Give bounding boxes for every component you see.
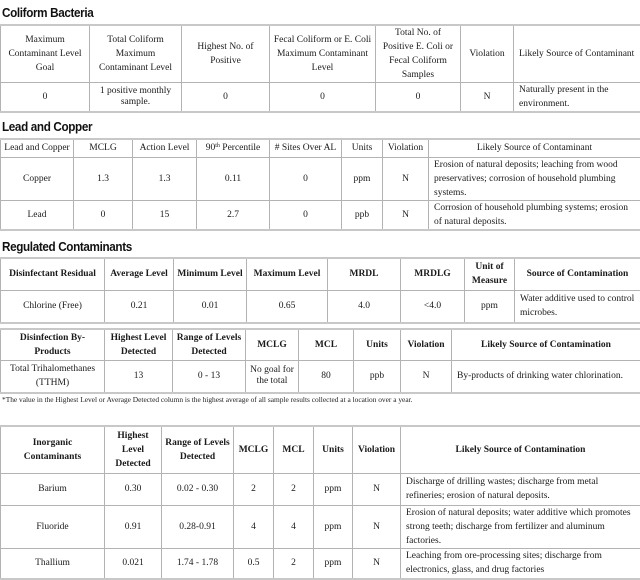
- table-cell: 4: [234, 505, 274, 548]
- table-cell: 0.21: [105, 290, 174, 323]
- table-row: [1, 290, 640, 323]
- table-cell: Erosion of natural deposits; leaching from wood preservatives; corrosion of household plumbing systems.: [429, 157, 640, 200]
- table-cell: Discharge of drilling wastes; discharge from metal refineries; erosion of natural deposits.: [401, 473, 640, 505]
- column-header: Total Coliform Maximum Contaminant Level: [90, 25, 182, 83]
- column-header: Disinfectant Residual: [1, 258, 105, 290]
- lead-copper-table: [0, 138, 640, 231]
- table-cell: Naturally present in the environment.: [514, 83, 640, 113]
- table-cell: N: [353, 505, 401, 548]
- table-cell: Thallium: [1, 548, 105, 579]
- column-header: Total No. of Positive E. Coli or Fecal Coliform Samples: [376, 25, 461, 83]
- table-cell: 1 positive monthly sample.: [90, 83, 182, 113]
- column-header: Units: [314, 426, 353, 473]
- column-header: MCL: [274, 426, 314, 473]
- column-header: Units: [354, 329, 401, 360]
- table-cell: 0.11: [197, 157, 270, 200]
- column-header: Violation: [461, 25, 514, 83]
- table-header-row: [1, 426, 640, 473]
- column-header: Likely Source of Contaminant: [514, 25, 640, 83]
- table-cell: 1.3: [74, 157, 133, 200]
- column-header: Disinfection By-Products: [1, 329, 105, 360]
- table-cell: ppb: [354, 360, 401, 393]
- table-cell: 0 - 13: [173, 360, 246, 393]
- column-header: Units: [342, 139, 383, 157]
- table-cell: Total Trihalomethanes (TTHM): [1, 360, 105, 393]
- table-cell: 0: [74, 200, 133, 230]
- byproducts-table: [0, 328, 640, 394]
- section-title-coliform: Coliform Bacteria: [2, 5, 93, 20]
- table-cell: 0.021: [105, 548, 162, 579]
- column-header: Highest Level Detected: [105, 329, 173, 360]
- table-cell: 4.0: [328, 290, 401, 323]
- table-cell: 1.74 - 1.78: [162, 548, 234, 579]
- table-cell: No goal for the total: [246, 360, 299, 393]
- table-cell: 0.5: [234, 548, 274, 579]
- table-cell: 0.30: [105, 473, 162, 505]
- header-text: Percentile: [220, 143, 260, 153]
- table-cell: N: [383, 157, 429, 200]
- header-text: 90: [206, 143, 216, 153]
- table-cell: 13: [105, 360, 173, 393]
- table-row: [1, 83, 640, 113]
- table-cell: By-products of drinking water chlorination.: [452, 360, 640, 393]
- column-header: Source of Contamination: [515, 258, 640, 290]
- table-cell: Fluoride: [1, 505, 105, 548]
- header-superscript: th: [215, 143, 220, 149]
- table-cell: N: [353, 473, 401, 505]
- column-header: Likely Source of Contaminant: [429, 139, 640, 157]
- table-cell: 80: [299, 360, 354, 393]
- column-header: Inorganic Contaminants: [1, 426, 105, 473]
- column-header: Likely Source of Contamination: [452, 329, 640, 360]
- table-cell: Corrosion of household plumbing systems; erosion of natural deposits.: [429, 200, 640, 230]
- table-cell: ppm: [314, 473, 353, 505]
- table-cell: ppb: [342, 200, 383, 230]
- table-header-row: [1, 258, 640, 290]
- table-cell: Leaching from ore-processing sites; discharge from electronics, glass, and drug factories: [401, 548, 640, 579]
- column-header: Range of Levels Detected: [162, 426, 234, 473]
- table-row: [1, 157, 640, 200]
- table-row: [1, 200, 640, 230]
- table-header-row: [1, 329, 640, 360]
- table-cell: N: [401, 360, 452, 393]
- table-cell: 0: [270, 157, 342, 200]
- column-header: Fecal Coliform or E. Coli Maximum Contaminant Level: [270, 25, 376, 83]
- table-cell: 0.65: [247, 290, 328, 323]
- column-header: Highest No. of Positive: [182, 25, 270, 83]
- table-cell: 0: [270, 200, 342, 230]
- column-header: # Sites Over AL: [270, 139, 342, 157]
- column-header: MRDL: [328, 258, 401, 290]
- coliform-table: [0, 24, 640, 113]
- table-row: [1, 548, 640, 579]
- column-header: Range of Levels Detected: [173, 329, 246, 360]
- footnote: *The value in the Highest Level or Average Detected column is the highest average of all sample results collected at a location over a year.: [2, 395, 413, 404]
- table-row: [1, 360, 640, 393]
- column-header: MCLG: [74, 139, 133, 157]
- table-cell: N: [353, 548, 401, 579]
- column-header: MRDLG: [401, 258, 465, 290]
- table-cell: 15: [133, 200, 197, 230]
- inorganic-table: [0, 425, 640, 580]
- column-header: Violation: [401, 329, 452, 360]
- table-cell: <4.0: [401, 290, 465, 323]
- column-header: [197, 139, 270, 157]
- section-title-regulated: Regulated Contaminants: [2, 239, 132, 254]
- table-cell: 0.01: [174, 290, 247, 323]
- table-cell: ppm: [342, 157, 383, 200]
- table-cell: Barium: [1, 473, 105, 505]
- table-cell: ppm: [314, 548, 353, 579]
- section-title-lead-copper: Lead and Copper: [2, 119, 92, 134]
- column-header: Unit of Measure: [465, 258, 515, 290]
- column-header: MCLG: [234, 426, 274, 473]
- table-cell: Water additive used to control microbes.: [515, 290, 640, 323]
- column-header: Highest Level Detected: [105, 426, 162, 473]
- table-cell: 2: [234, 473, 274, 505]
- table-cell: ppm: [314, 505, 353, 548]
- table-cell: N: [383, 200, 429, 230]
- table-row: [1, 473, 640, 505]
- table-cell: 0.02 - 0.30: [162, 473, 234, 505]
- table-cell: 4: [274, 505, 314, 548]
- table-cell: 0.28-0.91: [162, 505, 234, 548]
- disinfectant-table: [0, 257, 640, 324]
- column-header: Maximum Contaminant Level Goal: [1, 25, 90, 83]
- column-header: Action Level: [133, 139, 197, 157]
- table-cell: 0: [1, 83, 90, 113]
- table-cell: 2.7: [197, 200, 270, 230]
- table-cell: 1.3: [133, 157, 197, 200]
- column-header: Average Level: [105, 258, 174, 290]
- table-cell: Lead: [1, 200, 74, 230]
- table-header-row: [1, 25, 640, 83]
- column-header: MCLG: [246, 329, 299, 360]
- column-header: Violation: [383, 139, 429, 157]
- table-cell: 0: [376, 83, 461, 113]
- table-cell: ppm: [465, 290, 515, 323]
- table-cell: Copper: [1, 157, 74, 200]
- table-cell: 0.91: [105, 505, 162, 548]
- column-header: Likely Source of Contamination: [401, 426, 640, 473]
- table-cell: Erosion of natural deposits; water additive which promotes strong teeth; discharge from fertilizer and aluminum factories.: [401, 505, 640, 548]
- table-cell: Chlorine (Free): [1, 290, 105, 323]
- table-cell: N: [461, 83, 514, 113]
- table-cell: 0: [270, 83, 376, 113]
- column-header: Lead and Copper: [1, 139, 74, 157]
- table-cell: 0: [182, 83, 270, 113]
- column-header: MCL: [299, 329, 354, 360]
- table-cell: 2: [274, 548, 314, 579]
- column-header: Maximum Level: [247, 258, 328, 290]
- column-header: Violation: [353, 426, 401, 473]
- table-row: [1, 505, 640, 548]
- table-cell: 2: [274, 473, 314, 505]
- column-header: Minimum Level: [174, 258, 247, 290]
- table-header-row: [1, 139, 640, 157]
